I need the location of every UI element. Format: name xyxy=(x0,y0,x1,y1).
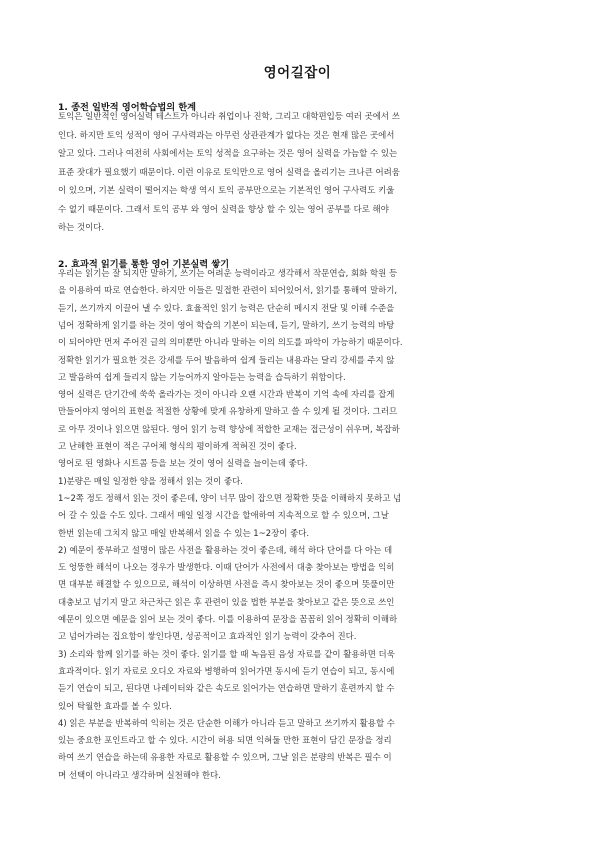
paragraph-line: 하여 쓰기 연습을 하는데 유용한 자료로 활용할 수 있으며, 그날 읽은 분량의 반복은 필수 이 xyxy=(58,752,392,763)
paragraph-line: 고 넘어가려는 집요함이 쌓인다면, 성공적이고 효과적인 읽기 능력이 갖추어 진다. xyxy=(58,631,357,642)
paragraph-line: 영어 실력은 단기간에 쑥쑥 올라가는 것이 아니라 오랜 시간과 반복이 기억 속에 자리를 잡게 xyxy=(58,389,395,400)
paragraph-line: 도 엉뚱한 해석이 나오는 경우가 발생한다. 이때 단어가 사전에서 대충 찾아보는 방법을 익히 xyxy=(58,562,395,573)
paragraph-line: 면 대부분 해결할 수 있으므로, 해석이 이상하면 사전을 즉시 찾아보는 것이 좋으며 뜻풀이만 xyxy=(58,579,395,590)
paragraph-line: 2) 예문이 풍부하고 설명이 많은 사전을 활용하는 것이 좋은데, 해석 하다 단어를 다 아는 데 xyxy=(58,544,393,555)
paragraph-line: 한번 읽는데 그치지 않고 매일 반복해서 읽을 수 있는 1~2장이 좋다. xyxy=(58,527,310,538)
paragraph-line: 효과적이다. 읽기 자료로 오디오 자료와 병행하여 읽어가면 동시에 듣기 연습이 되고, 동시에 xyxy=(58,665,395,676)
paragraph-line: 넘어 정확하게 읽기를 하는 것이 영어 학습의 기본이 되는데, 듣기, 말하기, 쓰기 능력의 바탕 xyxy=(58,319,395,330)
paragraph-line: 있어 탁월한 효과를 볼 수 있다. xyxy=(58,700,172,711)
section-1-heading: 1. 종전 일반적 영어학습법의 한계 xyxy=(58,102,197,113)
paragraph-line: 이 되어야만 먼저 주어진 글의 의미뿐만 아니라 말하는 이의 의도를 파악이 가능하기 때문이다. xyxy=(58,337,403,348)
paragraph-line: 정확한 읽기가 필요한 것은 강세를 두어 발음하여 쉽게 들리는 내용과는 달리 강세를 주지 않 xyxy=(58,354,395,365)
paragraph-line: 1)분량은 매일 일정한 양을 정해서 읽는 것이 좋다. xyxy=(58,475,243,486)
paragraph-line: 어 갈 수 있을 수도 있다. 그래서 매일 일정 시간을 할애하여 지속적으로 할 수 있으며, 그날 xyxy=(58,510,389,521)
paragraph-line: 있는 중요한 포인트라고 할 수 있다. 시간이 허용 되면 익혀둘 만한 표현이 담긴 문장을 정리 xyxy=(58,735,392,746)
paragraph-line: 표준 잣대가 필요했기 때문이다. 이런 이유로 토익만으로 영어 실력을 올리기는 크나큰 어려움 xyxy=(58,166,400,177)
paragraph-line: 로 아무 것이나 읽으면 않된다. 영어 읽기 능력 향상에 적합한 교재는 접근성이 쉬우며, 복잡하 xyxy=(58,423,400,434)
paragraph-line: 인다. 하지만 토익 성적이 영어 구사력과는 아무런 상관관계가 없다는 것은 현재 많은 곳에서 xyxy=(58,129,395,140)
paragraph-line: 고 발음하여 쉽게 들리지 않는 기능어까지 알아듣는 능력을 습득하기 위함이다. xyxy=(58,371,346,382)
paragraph-line: 하는 것이다. xyxy=(58,222,105,232)
paragraph-line: 이 있으며, 기본 실력이 떨어지는 학생 역시 토익 공부만으로는 기본적인 영어 구사력도 키울 xyxy=(58,185,395,195)
paragraph-line: 우리는 읽기는 잘 되지만 말하기, 쓰기는 어려운 능력이라고 생각해서 작문연습, 회화 학원 등 xyxy=(58,268,398,278)
paragraph-line: 1~2쪽 정도 정해서 읽는 것이 좋은데, 양이 너무 많이 잡으면 정확한 뜻을 이해하지 못하고 넘 xyxy=(58,492,402,503)
paragraph-line: 을 이용하여 따로 연습한다. 하지만 이들은 밀접한 관련이 되어있어서, 읽기를 통해여 말하기, xyxy=(58,285,398,296)
paragraph-line: 고 난해한 표현이 적은 구어체 형식의 평이하게 적혀진 것이 좋다. xyxy=(58,441,297,451)
paragraph-line: 듣기 연습이 되고, 된다면 나레이터와 같은 속도로 읽어가는 연습하면 말하기 훈련까지 할 수 xyxy=(58,683,395,694)
section-2-heading: 2. 효과적 읽기를 통한 영어 기본실력 쌓기 xyxy=(58,259,230,270)
page-title: 영어길잡이 xyxy=(263,65,332,81)
paragraph-line: 며 선택이 아니라고 생각하며 실천해야 한다. xyxy=(58,769,221,780)
paragraph-line: 3) 소리와 함께 읽기를 하는 것이 좋다. 읽기를 할 때 녹음된 음성 자료를 같이 활용하면 더욱 xyxy=(58,648,395,659)
paragraph-line: 만들어야지 영어의 표현을 적절한 상황에 맞게 유창하게 말하고 쓸 수 있게 될 것이다. 그러므 xyxy=(58,406,398,417)
paragraph-line: 알고 있다. 그러나 여전히 사회에서는 토익 성적을 요구하는 것은 영어 실력을 가늠할 수 있는 xyxy=(58,148,398,158)
paragraph-line: 토익은 일반적인 영어실력 테스트가 아니라 취업이나 진학, 그리고 대학편입등 여러 곳에서 쓰 xyxy=(58,111,400,121)
paragraph-line: 영어로 된 영화나 시트콤 등을 보는 것이 영어 실력을 늘이는데 좋다. xyxy=(58,458,308,469)
paragraph-line: 4) 읽은 부분을 반복하여 익히는 것은 단순한 이해가 아니라 듣고 말하고 쓰기까지 활용할 수 xyxy=(58,717,395,728)
paragraph-line: 예문이 있으면 예문을 읽어 보는 것이 좋다. 이를 이용하여 문장을 꼼꼼히 읽어 정확히 이해하 xyxy=(58,614,398,624)
paragraph-line: 듣기, 쓰기까지 이끌어 낼 수 있다. 효율적인 읽기 능력은 단순히 메시지 전달 및 이해 수준을 xyxy=(58,302,395,313)
paragraph-line: 수 없기 때문이다. 그래서 토익 공부 와 영어 실력을 향상 할 수 있는 영어 공부를 다로 해야 xyxy=(58,203,389,214)
paragraph-line: 대충보고 넘기지 말고 차근차근 읽은 후 관련이 있을 법한 부분을 찾아보고 같은 뜻으로 쓰인 xyxy=(58,596,395,607)
